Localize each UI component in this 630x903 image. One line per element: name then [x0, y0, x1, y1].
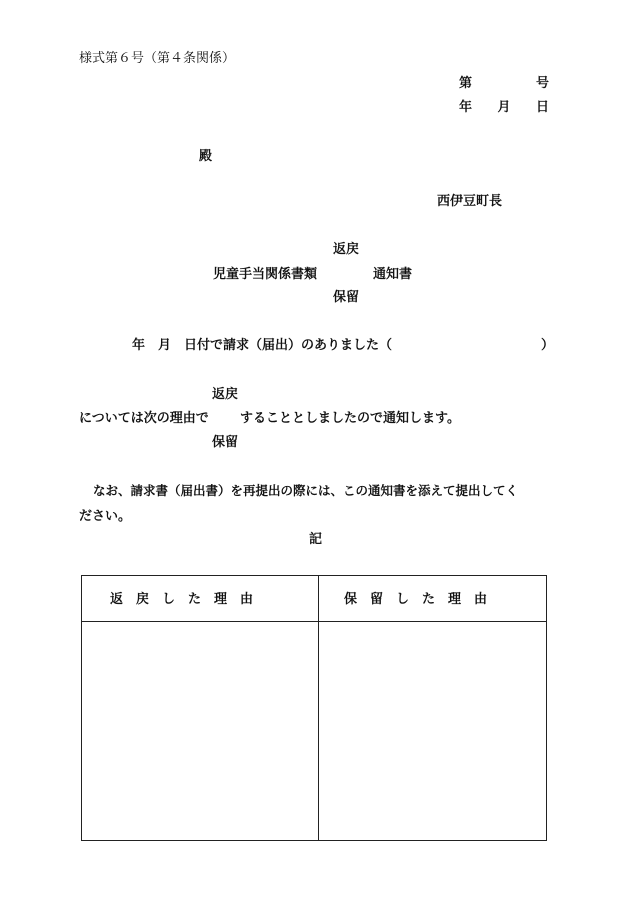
reason-text-end: することとしましたので通知します。 — [240, 411, 460, 426]
title-notice: 通知書 — [373, 267, 413, 282]
number-prefix: 第 — [459, 76, 473, 91]
reason-table — [81, 575, 547, 841]
title-option-return: 返戻 — [333, 242, 360, 257]
addressee-suffix: 殿 — [199, 149, 213, 164]
hold-reason-cell[interactable] — [319, 622, 546, 840]
number-line — [459, 77, 549, 90]
sender-name: 西伊豆町長 — [437, 194, 503, 209]
form-label: 様式第６号（第４条関係） — [79, 51, 236, 66]
return-reason-header: 返 戻 し た 理 由 — [110, 592, 254, 607]
reason-option-hold: 保留 — [212, 435, 239, 450]
date-year: 年 — [459, 100, 473, 115]
request-close-paren: ） — [541, 338, 555, 353]
title-main: 児童手当関係書類 — [213, 267, 318, 282]
note-line-1: なお、請求書（届出書）を再提出の際には、この通知書を添えて提出してく — [93, 483, 519, 498]
hold-reason-header: 保 留 し た 理 由 — [344, 592, 488, 607]
return-reason-cell[interactable] — [82, 622, 318, 840]
date-month: 月 — [497, 100, 511, 115]
date-day: 日 — [535, 100, 549, 115]
note-line-2: ださい。 — [79, 509, 132, 524]
reason-text-start: については次の理由で — [79, 411, 209, 426]
date-line — [459, 101, 549, 114]
title-option-hold: 保留 — [333, 290, 360, 305]
request-line: 年 月 日付で請求（届出）のありました（ — [132, 338, 393, 353]
reason-option-return: 返戻 — [212, 387, 239, 402]
ki-label: 記 — [309, 532, 323, 547]
number-suffix: 号 — [535, 76, 549, 91]
